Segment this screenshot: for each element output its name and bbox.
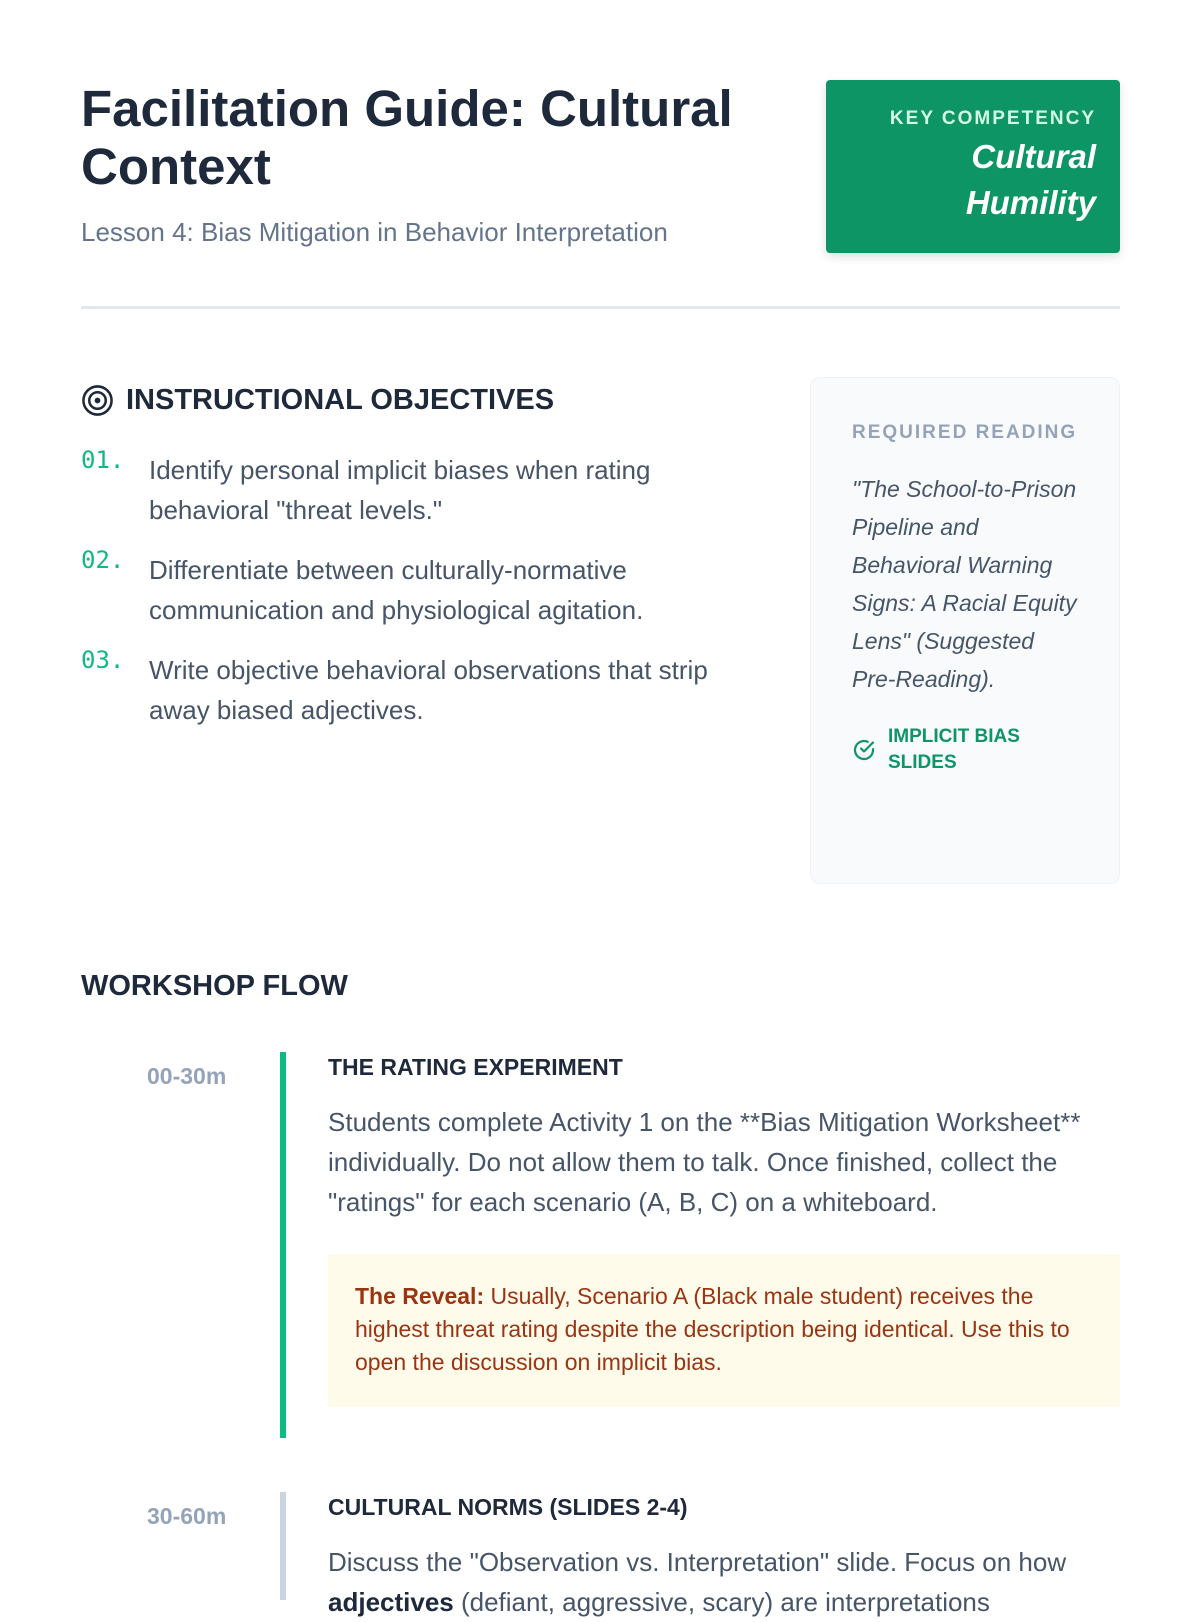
objective-item <box>81 446 741 530</box>
implicit-bias-slides-link[interactable] <box>852 724 1081 776</box>
badge-label: KEY COMPETENCY <box>889 108 1096 129</box>
step-description <box>328 1542 1120 1622</box>
step-time: 30-60m <box>147 1503 227 1529</box>
objectives-heading <box>81 380 741 420</box>
objective-number: 02. <box>81 546 125 574</box>
target-icon <box>81 384 114 417</box>
objective-item <box>81 546 741 630</box>
page-subtitle: Lesson 4: Bias Mitigation in Behavior Interpretation <box>81 217 668 247</box>
objectives-heading-text: INSTRUCTIONAL OBJECTIVES <box>126 383 555 416</box>
step-description: Students complete Activity 1 on the **Bias Mitigation Worksheet** individually. Do not allow them to talk. Once finished, collect the "ratings" for each scenario (A, B, C) on a whiteboard. <box>328 1107 1081 1217</box>
header-divider <box>81 306 1120 309</box>
objective-item <box>81 646 741 730</box>
page-header <box>81 80 1120 310</box>
step-title: CULTURAL NORMS (SLIDES 2-4) <box>328 1494 688 1520</box>
objective-number: 01. <box>81 446 125 474</box>
required-reading-text: "The School-to-Prison Pipeline and Behavioral Warning Signs: A Racial Equity Lens" (Suggested Pre-Reading). <box>852 476 1077 692</box>
reveal-note <box>328 1254 1120 1407</box>
objectives-section <box>81 380 741 750</box>
objective-text: Differentiate between culturally-normative communication and physiological agitation. <box>149 555 644 625</box>
objective-text: Write objective behavioral observations that strip away biased adjectives. <box>149 655 708 725</box>
step-text-before: Discuss the "Observation vs. Interpretation" slide. Focus on how <box>328 1547 1067 1577</box>
step-title: THE RATING EXPERIMENT <box>328 1054 623 1080</box>
step-timeline-bar <box>280 1492 286 1600</box>
implicit-bias-slides-label: IMPLICIT BIAS SLIDES <box>888 726 1020 773</box>
step-timeline-bar <box>280 1052 286 1438</box>
required-reading-label: REQUIRED READING <box>852 422 1078 443</box>
workshop-flow-heading: WORKSHOP FLOW <box>81 970 348 1002</box>
badge-value: Cultural Humility <box>965 138 1096 221</box>
key-competency-badge <box>826 80 1120 253</box>
step-time: 00-30m <box>147 1063 227 1089</box>
reveal-note-text: Usually, Scenario A (Black male student) receives the highest threat rating despite the description being identical. Use this to open the discussion on implicit bias. <box>355 1283 1070 1375</box>
step-body <box>328 1052 1120 1407</box>
step-body <box>328 1492 1120 1622</box>
reveal-note-label: The Reveal: <box>355 1283 485 1309</box>
step-text-after: (defiant, aggressive, scary) are interpretations <box>453 1587 990 1617</box>
page-title: Facilitation Guide: Cultural Context <box>81 80 733 195</box>
step-text-bold: adjectives <box>328 1587 454 1617</box>
check-circle-icon <box>852 738 876 762</box>
objectives-list <box>81 446 741 730</box>
required-reading-card <box>810 377 1120 884</box>
objective-number: 03. <box>81 646 125 674</box>
objective-text: Identify personal implicit biases when rating behavioral "threat levels." <box>149 455 651 525</box>
